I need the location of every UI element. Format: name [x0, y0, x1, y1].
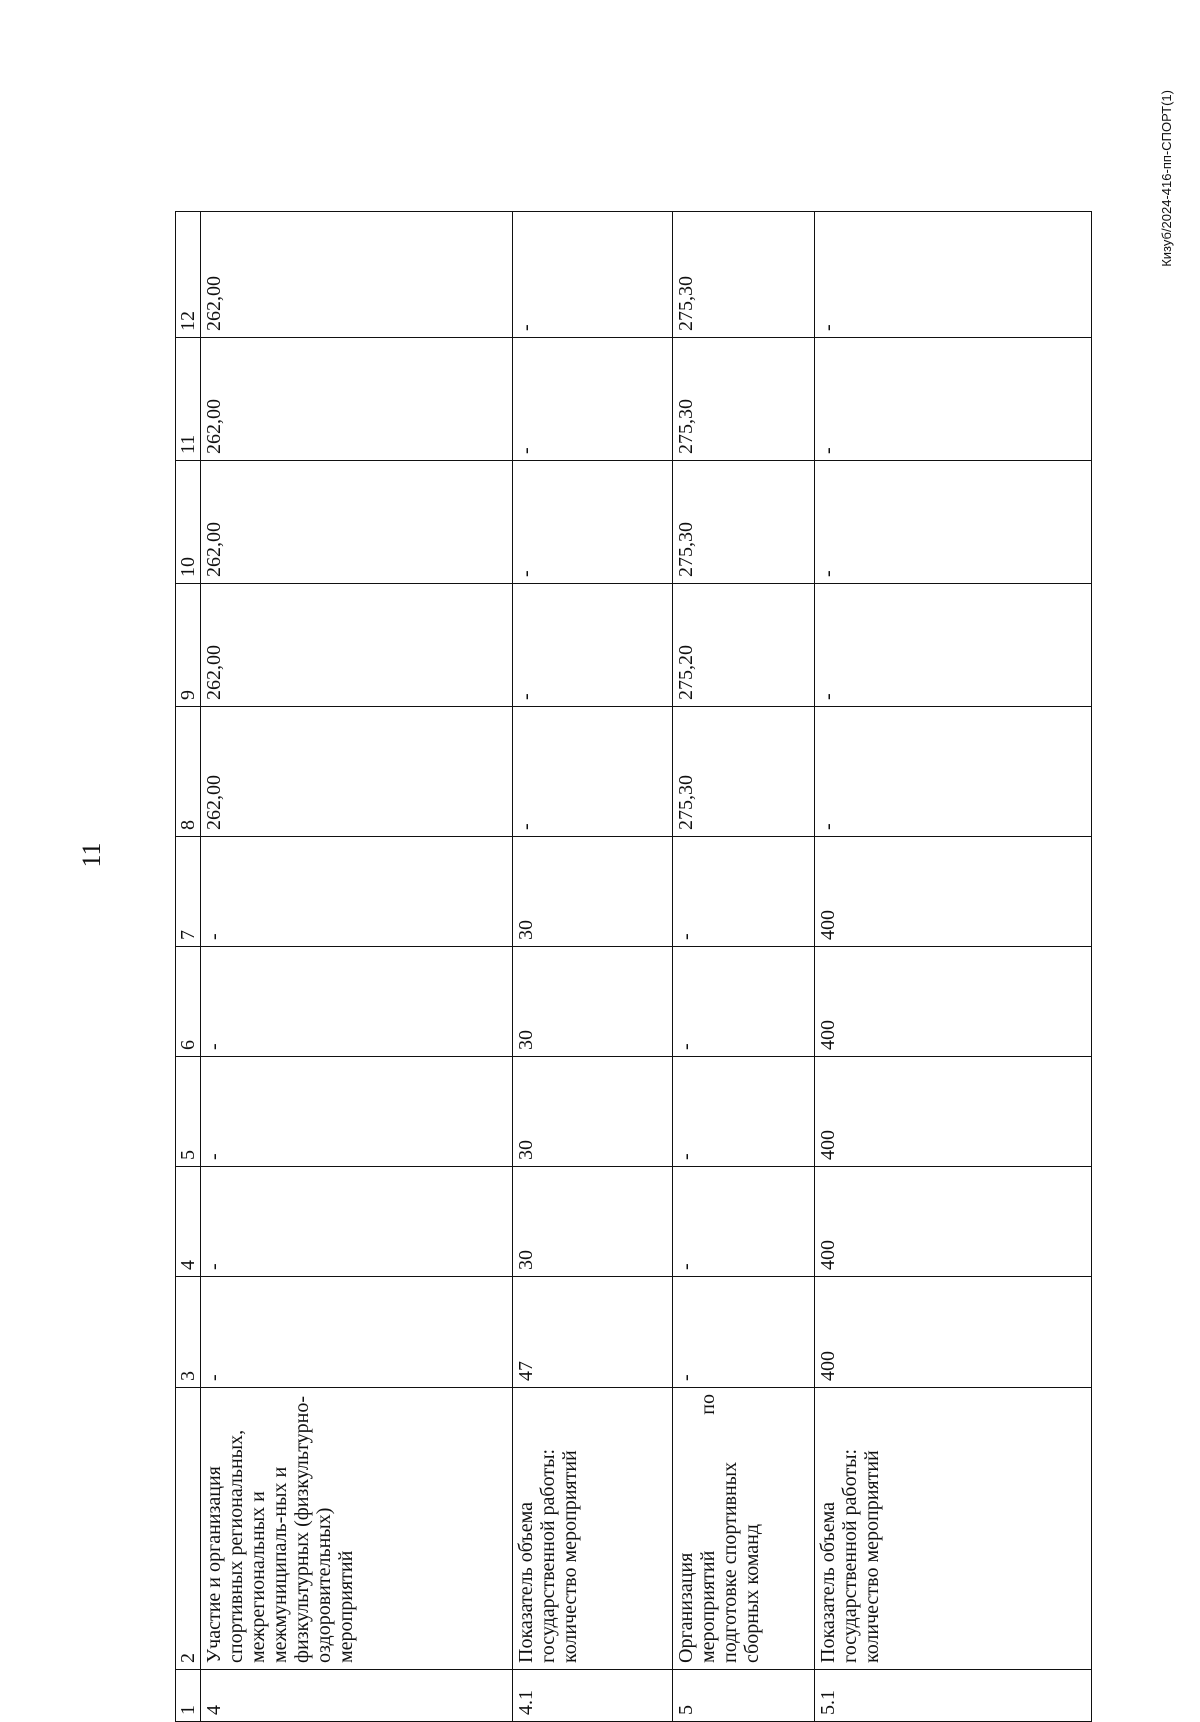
row-description-word: мероприятий: [697, 1550, 719, 1663]
header-cell: 8: [176, 707, 201, 837]
data-table: [175, 211, 1092, 1722]
header-row: [176, 212, 201, 1722]
row-description-word: по: [697, 1394, 719, 1415]
value-cell: -: [513, 338, 673, 461]
value-cell: 400: [815, 1057, 1092, 1167]
value-cell: 47: [513, 1277, 673, 1388]
header-cell: 11: [176, 338, 201, 461]
header-cell: 1: [176, 1670, 201, 1722]
header-cell: 7: [176, 837, 201, 947]
value-cell: -: [201, 837, 513, 947]
header-cell: 6: [176, 947, 201, 1057]
row-description: Показатель объема государственной работы: количество мероприятий: [513, 1388, 673, 1670]
value-cell: -: [513, 461, 673, 584]
value-cell: -: [673, 1057, 815, 1167]
value-cell: 30: [513, 1057, 673, 1167]
value-cell: -: [815, 461, 1092, 584]
value-cell: -: [513, 707, 673, 837]
value-cell: 275,30: [673, 212, 815, 338]
document-code-wrapper: [1158, 90, 1176, 470]
value-cell: -: [673, 1277, 815, 1388]
header-cell: 3: [176, 1277, 201, 1388]
header-cell: 10: [176, 461, 201, 584]
value-cell: 400: [815, 837, 1092, 947]
value-cell: 262,00: [201, 584, 513, 707]
header-cell: 12: [176, 212, 201, 338]
row-number: 5.1: [815, 1670, 1092, 1722]
value-cell: -: [673, 947, 815, 1057]
table-row: [513, 212, 673, 1722]
table-row: [201, 212, 513, 1722]
value-cell: -: [201, 1167, 513, 1277]
row-description-line: [697, 1394, 719, 1663]
row-number: 5: [673, 1670, 815, 1722]
row-description-line: Организация: [675, 1552, 697, 1663]
row-number: 4: [201, 1670, 513, 1722]
page-number: 11: [77, 842, 106, 868]
value-cell: -: [201, 947, 513, 1057]
header-cell: 9: [176, 584, 201, 707]
value-cell: -: [815, 707, 1092, 837]
row-number: 4.1: [513, 1670, 673, 1722]
value-cell: 30: [513, 1167, 673, 1277]
header-cell: 2: [176, 1388, 201, 1670]
value-cell: -: [513, 584, 673, 707]
value-cell: 275,30: [673, 461, 815, 584]
value-cell: 262,00: [201, 338, 513, 461]
value-cell: -: [815, 212, 1092, 338]
value-cell: -: [673, 1167, 815, 1277]
value-cell: -: [815, 584, 1092, 707]
row-description: Показатель объема государственной работы: количество мероприятий: [815, 1388, 1092, 1670]
row-description-line: подготовке спортивных сборных команд: [719, 1461, 763, 1663]
value-cell: 400: [815, 947, 1092, 1057]
row-description: [673, 1388, 815, 1670]
row-description: Участие и организация спортивных региональных, межрегиональных и межмуниципаль-ных и физкультурных (физкультурно-оздоровительных) мероприятий: [201, 1388, 513, 1670]
value-cell: -: [673, 837, 815, 947]
value-cell: 30: [513, 837, 673, 947]
value-cell: 400: [815, 1277, 1092, 1388]
header-cell: 4: [176, 1167, 201, 1277]
table-row: [815, 212, 1092, 1722]
value-cell: -: [815, 338, 1092, 461]
value-cell: 262,00: [201, 707, 513, 837]
value-cell: -: [201, 1277, 513, 1388]
value-cell: 400: [815, 1167, 1092, 1277]
value-cell: 30: [513, 947, 673, 1057]
document-code: Кизуб/2024-416-пп-СПОРТ(1): [1159, 90, 1174, 267]
value-cell: -: [513, 212, 673, 338]
value-cell: 275,30: [673, 707, 815, 837]
rotated-table-frame: [175, 212, 1092, 1722]
value-cell: -: [201, 1057, 513, 1167]
value-cell: 262,00: [201, 212, 513, 338]
header-cell: 5: [176, 1057, 201, 1167]
value-cell: 275,30: [673, 338, 815, 461]
table-row: [673, 212, 815, 1722]
value-cell: 275,20: [673, 584, 815, 707]
value-cell: 262,00: [201, 461, 513, 584]
